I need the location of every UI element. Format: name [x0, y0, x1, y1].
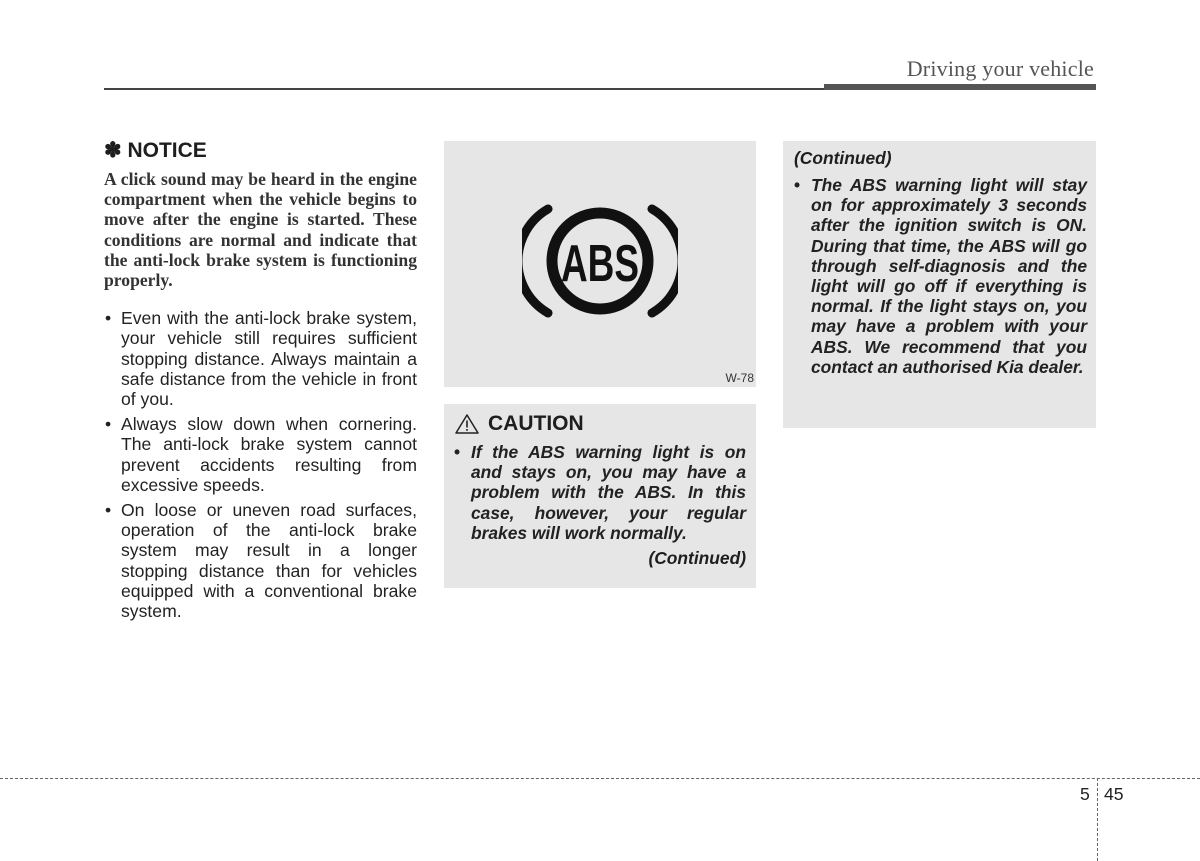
footer-divider — [1097, 778, 1098, 861]
bullet-list — [104, 308, 417, 621]
continued-box — [783, 141, 1096, 428]
warning-triangle-icon — [454, 413, 480, 435]
bullet-marker: • — [105, 500, 112, 521]
bullet-marker: • — [105, 308, 112, 329]
list-item-text: Always slow down when cornering. The anti-lock brake system cannot prevent accidents resulting from excessive speeds. — [121, 414, 417, 495]
chapter-number: 5 — [1080, 784, 1090, 804]
list-item-text: Even with the anti-lock brake system, your vehicle still requires sufficient stopping distance. Always maintain a safe distance from the vehicle in front of you. — [121, 308, 417, 410]
caution-heading — [454, 412, 746, 436]
abs-symbol-text: ABS — [561, 235, 639, 293]
abs-figure — [444, 141, 756, 387]
header-rule-accent — [824, 84, 1096, 90]
caution-box — [444, 404, 756, 588]
bullet-marker: • — [794, 175, 801, 195]
continued-heading: (Continued) — [794, 148, 892, 168]
continued-text — [794, 175, 1087, 377]
list-item-text: On loose or uneven road surfaces, operation of the anti-lock brake system may result in a longer stopping distance than for vehicles equipped with a conventional brake system. — [121, 500, 417, 622]
footer-rule — [0, 778, 1200, 779]
bullet-marker: • — [454, 442, 461, 462]
header-rule — [104, 88, 824, 90]
figure-code: W-78 — [725, 371, 754, 385]
page-header-title: Driving your vehicle — [906, 56, 1094, 81]
list-item — [104, 500, 417, 621]
bullet-marker: • — [105, 414, 112, 435]
caution-text-body: If the ABS warning light is on and stays on, you may have a problem with the ABS. In this case, however, your regular brakes will work normally. — [471, 442, 746, 543]
list-item — [104, 308, 417, 409]
page-number: 45 — [1104, 784, 1124, 804]
continued-text-body: The ABS warning light will stay on for approximately 3 seconds after the ignition switch is ON. During that time, the ABS will go through self-diagnosis and the light will go off if everything is normal. If the light stays on, you may have a problem with your ABS. We recommend that you contact an authorised Kia dealer. — [811, 175, 1087, 377]
caution-text — [454, 442, 746, 543]
abs-warning-icon — [522, 203, 678, 319]
left-column — [104, 138, 417, 626]
caution-title: CAUTION — [488, 412, 584, 435]
list-item — [104, 414, 417, 495]
notice-symbol-icon: ✽ — [104, 139, 122, 162]
notice-heading — [104, 138, 417, 163]
caution-continued: (Continued) — [648, 548, 746, 569]
notice-body: A click sound may be heard in the engine compartment when the vehicle begins to move after the engine is started. These conditions are normal and indicate that the anti-lock brake system is functioning properly. — [104, 169, 417, 291]
notice-title: NOTICE — [127, 139, 207, 162]
